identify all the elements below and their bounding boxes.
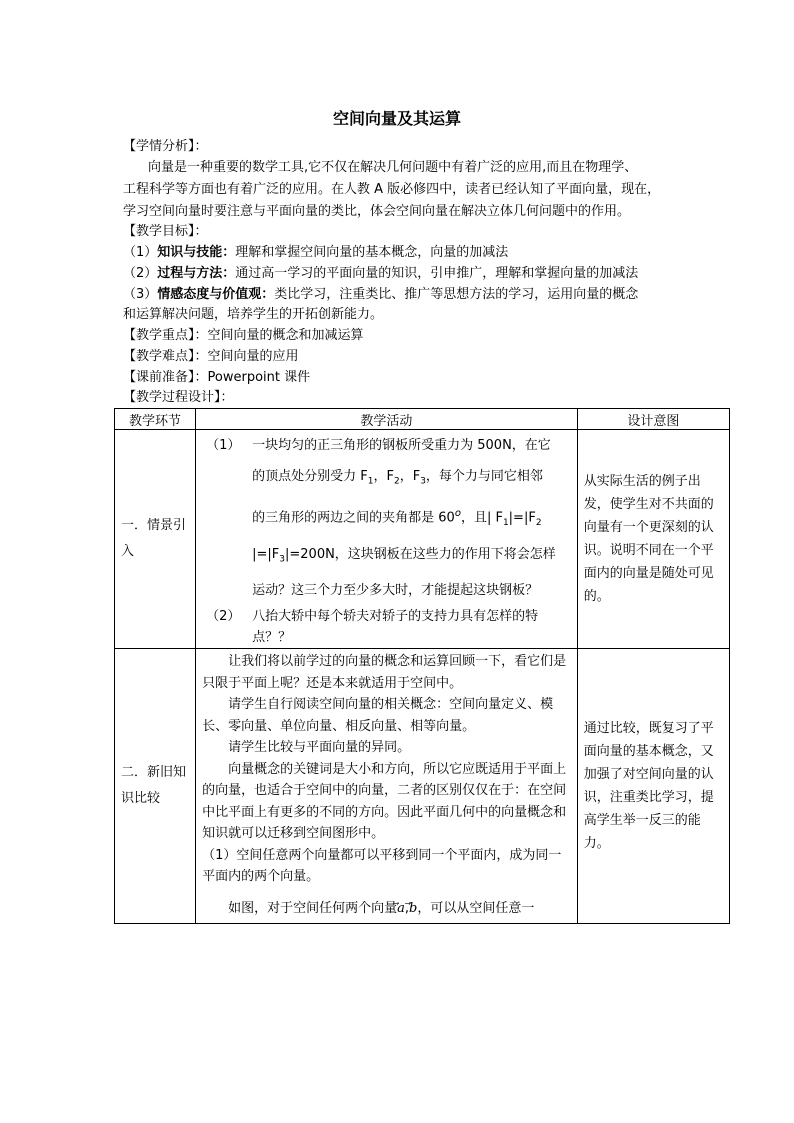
table-row bbox=[115, 430, 730, 649]
difficulty-heading: 【教学难点】： bbox=[123, 349, 208, 364]
xueqing-line-1: 向量是一种重要的数学工具,它不仅在解决几何问题中有着广泛的应用,而且在物理学、 bbox=[148, 160, 638, 175]
goal-3-cont: 和运算解决问题，培养学生的开拓创新能力。 bbox=[123, 307, 384, 322]
table-header-row bbox=[115, 409, 730, 430]
goal-heading: 【教学目标】： bbox=[123, 224, 208, 239]
goal-2-prefix: （2） bbox=[123, 266, 158, 281]
activity-cell bbox=[196, 649, 578, 924]
goal-3-key: 情感态度与价值观： bbox=[157, 287, 275, 302]
difficulty-text: 空间向量的应用 bbox=[207, 349, 299, 364]
item2-line-1: 八抬大轿中每个轿夫对轿子的支持力具有怎样的特 bbox=[252, 609, 539, 625]
paragraph: 请学生自行阅读空间向量的相关概念：空间向量定义、模长、零向量、单位向量、相反向量、相等向量。 bbox=[202, 697, 554, 734]
process-heading: 【教学过程设计】： bbox=[123, 390, 234, 405]
list-item bbox=[196, 430, 577, 606]
goal-1-text: 理解和掌握空间向量的基本概念，向量的加减法 bbox=[235, 245, 509, 260]
vector-b: b bbox=[409, 900, 418, 916]
difficulty bbox=[123, 347, 299, 367]
focus-text: 空间向量的概念和加减运算 bbox=[207, 328, 364, 343]
paragraph: （1）空间任意两个向量都可以平移到同一个平面内，成为同一平面内的两个向量。 bbox=[202, 847, 562, 885]
item1-line-3: 的三角形的两边之间的夹角都是 60$^o$，且| $F_1|=|F_2$ bbox=[252, 507, 542, 528]
header-activity: 教学活动 bbox=[196, 409, 578, 430]
item-number: （2） bbox=[206, 609, 241, 625]
xueqing-line-3: 学习空间向量时要注意与平面向量的类比，体会空间向量在解决立体几何问题中的作用。 bbox=[123, 204, 631, 219]
focus-heading: 【教学重点】： bbox=[123, 328, 208, 343]
paragraph: 如图，对于空间任何两个向量a,b，可以从空间任意一 bbox=[228, 900, 535, 916]
teaching-process-table bbox=[114, 408, 730, 924]
goal-3-text: 类比学习，注重类比、推广等思想方法的学习，运用向量的概念 bbox=[274, 287, 639, 302]
item1-line-5: 运动？这三个力至少多大时，才能提起这块钢板？ bbox=[252, 583, 539, 599]
goal-1 bbox=[123, 243, 508, 263]
goal-1-key: 知识与技能： bbox=[157, 245, 236, 260]
stage-cell: 二．新旧知识比较 bbox=[115, 649, 196, 924]
intent-cell: 通过比较，既复习了平面向量的基本概念，又加强了对空间向量的认识，注重类比学习，提高学生举一反三的能力。 bbox=[577, 649, 729, 924]
paragraph: 向量概念的关键词是大小和方向，所以它应既适用于平面上的向量，也适合于空间中的向量，二者的区别仅仅在于：在空间中比平面上有更多的不同的方向。因此平面几何中的向量概念和知识就可以迁移到空间图形中。 bbox=[202, 761, 567, 842]
prep-heading: 【课前准备】： bbox=[123, 370, 208, 385]
goal-3-prefix: （3） bbox=[123, 287, 158, 302]
goal-2-key: 过程与方法： bbox=[157, 266, 236, 281]
intent-cell: 从实际生活的例子出发，使学生对不共面的向量有一个更深刻的认识。说明不同在一个平面内的向量是随处可见的。 bbox=[577, 430, 729, 649]
focus bbox=[123, 326, 364, 346]
goal-2 bbox=[123, 264, 638, 284]
table-row bbox=[115, 649, 730, 924]
prep bbox=[123, 368, 310, 388]
prep-text: Powerpoint 课件 bbox=[207, 370, 311, 385]
goal-1-prefix: （1） bbox=[123, 245, 158, 260]
stage-cell: 一．情景引入 bbox=[115, 430, 196, 649]
item1-line-4: $|=|F_3|=200N$，这块钢板在这些力的作用下将会怎样 bbox=[252, 546, 556, 565]
list-item bbox=[196, 606, 577, 648]
item-number: （1） bbox=[206, 438, 241, 453]
header-intent: 设计意图 bbox=[577, 409, 729, 430]
paragraph: 请学生比较与平面向量的异同。 bbox=[228, 740, 411, 756]
activity-cell bbox=[196, 430, 578, 649]
goal-2-text: 通过高一学习的平面向量的知识，引申推广，理解和掌握向量的加减法 bbox=[235, 266, 639, 281]
goal-3 bbox=[123, 285, 638, 305]
vector-a: a bbox=[397, 900, 405, 916]
xueqing-heading: 【学情分析】： bbox=[123, 139, 208, 154]
header-stage: 教学环节 bbox=[115, 409, 196, 430]
item1-line-1: 一块均匀的正三角形的钢板所受重力为 500N，在它 bbox=[252, 438, 551, 453]
item2-line-2: 点？？ bbox=[252, 630, 292, 646]
item1-line-2: 的顶点处分别受力 $F_1$，$F_2$，$F_3$，每个力与同它相邻 bbox=[252, 469, 543, 487]
paragraph: 让我们将以前学过的向量的概念和运算回顾一下，看它们是只限于平面上呢？还是本来就适用于空间中。 bbox=[202, 654, 567, 691]
xueqing-line-2: 工程科学等方面也有着广泛的应用。在人教 A 版必修四中，读者已经认知了平面向量，现在， bbox=[123, 182, 661, 197]
page-title: 空间向量及其运算 bbox=[332, 109, 461, 128]
